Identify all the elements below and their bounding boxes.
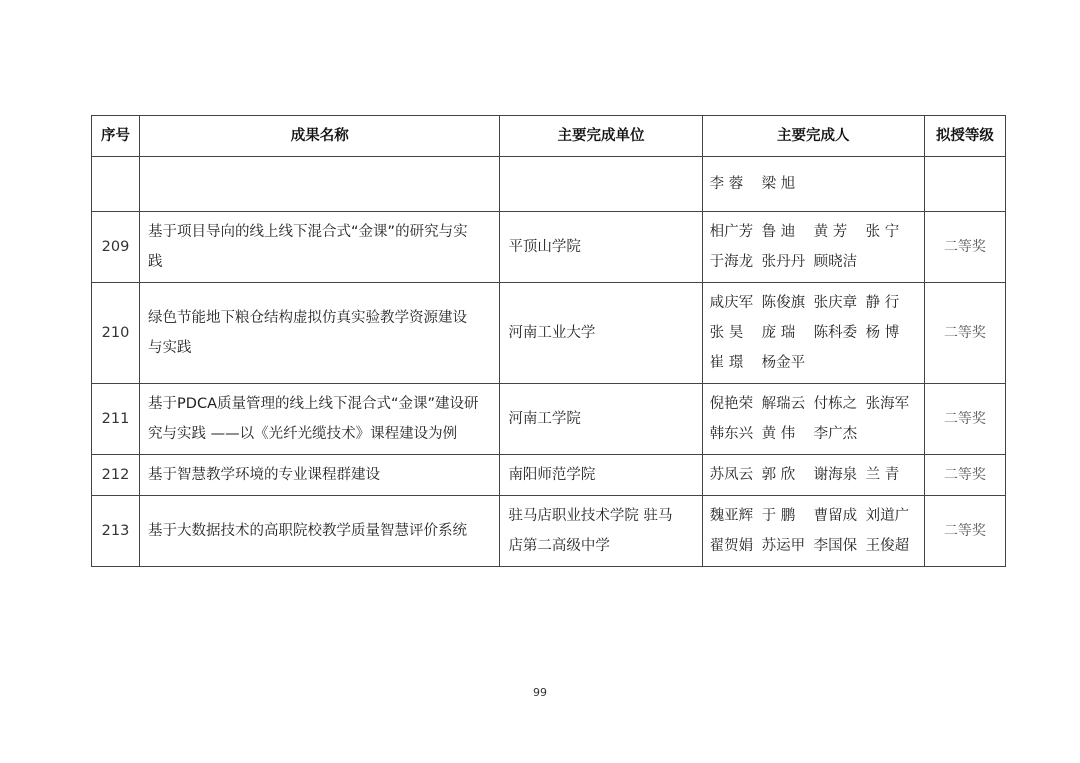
completing-people — [702, 212, 924, 283]
person-name: 李国保 — [813, 538, 858, 554]
completing-unit-line: 河南工业大学 — [508, 325, 596, 341]
table-row — [92, 283, 1006, 384]
person-name: 李 蓉 — [709, 176, 744, 192]
person-name: 付栋之 — [813, 396, 858, 412]
award-level — [924, 157, 1005, 212]
person-name: 苏运甲 — [761, 538, 806, 554]
person-name: 黄 芳 — [813, 224, 848, 240]
person-name: 张庆章 — [813, 295, 858, 311]
header-no: 序号 — [92, 116, 140, 157]
person-name: 静 行 — [865, 295, 900, 311]
award-level: 二等奖 — [924, 384, 1005, 455]
completing-people — [702, 283, 924, 384]
table-header-row — [92, 116, 1006, 157]
person-name: 郭 欣 — [761, 467, 796, 483]
person-name: 张丹丹 — [761, 254, 806, 270]
completing-unit — [500, 212, 702, 283]
completing-unit — [500, 496, 702, 567]
person-name: 翟贺娟 — [709, 538, 754, 554]
people-line — [710, 212, 917, 252]
person-name: 鲁 迪 — [761, 224, 796, 240]
person-name: 张 昊 — [709, 325, 744, 341]
person-name: 李广杰 — [813, 426, 858, 442]
person-name: 梁 旭 — [761, 176, 796, 192]
award-level: 二等奖 — [924, 455, 1005, 496]
completing-people — [702, 157, 924, 212]
header-title: 成果名称 — [140, 116, 500, 157]
achievement-title — [140, 212, 500, 283]
person-name: 倪艳荣 — [709, 396, 754, 412]
person-name: 王俊超 — [865, 538, 910, 554]
row-number: 211 — [92, 384, 140, 455]
table-row — [92, 455, 1006, 496]
person-name: 张 宁 — [865, 224, 900, 240]
people-line — [710, 353, 917, 383]
table-row — [92, 384, 1006, 455]
achievement-title — [140, 283, 500, 384]
person-name: 张海军 — [865, 396, 910, 412]
person-name: 解瑞云 — [761, 396, 806, 412]
completing-unit — [500, 455, 702, 496]
person-name: 顾晓洁 — [813, 254, 858, 270]
person-name: 黄 伟 — [761, 426, 796, 442]
page-number: 99 — [533, 686, 547, 699]
row-number: 213 — [92, 496, 140, 567]
person-name: 庞 瑞 — [761, 325, 796, 341]
achievement-title — [140, 496, 500, 567]
person-name: 咸庆军 — [709, 295, 754, 311]
person-name: 谢海泉 — [813, 467, 858, 483]
person-name: 苏凤云 — [709, 467, 754, 483]
completing-unit — [500, 283, 702, 384]
row-number: 210 — [92, 283, 140, 384]
achievement-title — [140, 157, 500, 212]
award-level: 二等奖 — [924, 496, 1005, 567]
completing-unit — [500, 384, 702, 455]
achievement-title — [140, 455, 500, 496]
people-line — [710, 536, 917, 566]
people-line — [710, 252, 917, 282]
person-name: 陈俊旗 — [761, 295, 806, 311]
person-name: 魏亚辉 — [709, 508, 754, 524]
completing-people — [702, 496, 924, 567]
person-name: 于海龙 — [709, 254, 754, 270]
people-line — [710, 384, 917, 424]
award-level: 二等奖 — [924, 283, 1005, 384]
header-unit: 主要完成单位 — [500, 116, 702, 157]
table-row — [92, 496, 1006, 567]
achievement-title-line: 基于项目导向的线上线下混合式“金课”的研究与实 — [148, 224, 468, 240]
achievement-title-line: 绿色节能地下粮仓结构虚拟仿真实验教学资源建设 — [148, 310, 468, 326]
table-row — [92, 212, 1006, 283]
people-line — [710, 424, 917, 454]
achievement-title-line: 基于PDCA质量管理的线上线下混合式“金课”建设研 — [148, 396, 479, 412]
header-people: 主要完成人 — [702, 116, 924, 157]
person-name: 陈科委 — [813, 325, 858, 341]
row-number: 209 — [92, 212, 140, 283]
completing-unit-line: 店第二高级中学 — [508, 538, 610, 554]
achievement-title-line: 基于大数据技术的高职院校教学质量智慧评价系统 — [148, 523, 468, 539]
person-name: 刘道广 — [865, 508, 910, 524]
person-name: 于 鹏 — [761, 508, 796, 524]
completing-unit-line: 南阳师范学院 — [508, 467, 596, 483]
person-name: 兰 青 — [865, 467, 900, 483]
person-name: 崔 璟 — [709, 355, 744, 371]
people-line — [710, 323, 917, 353]
people-line — [710, 496, 917, 536]
row-number: 212 — [92, 455, 140, 496]
completing-unit-line: 河南工学院 — [508, 411, 581, 427]
row-number — [92, 157, 140, 212]
table-row — [92, 157, 1006, 212]
completing-unit-line: 驻马店职业技术学院 驻马 — [508, 508, 673, 524]
achievement-title-line: 究与实践 ——以《光纤光缆技术》课程建设为例 — [148, 426, 458, 442]
completing-people — [702, 384, 924, 455]
award-level: 二等奖 — [924, 212, 1005, 283]
achievement-title-line: 践 — [148, 254, 163, 270]
person-name: 曹留成 — [813, 508, 858, 524]
person-name: 相广芳 — [709, 224, 754, 240]
achievement-title-line: 与实践 — [148, 340, 192, 356]
completing-people — [702, 455, 924, 496]
table-body — [92, 157, 1006, 567]
person-name: 杨金平 — [761, 355, 806, 371]
person-name: 杨 博 — [865, 325, 900, 341]
achievement-title-line: 基于智慧教学环境的专业课程群建设 — [148, 467, 381, 483]
header-level: 拟授等级 — [924, 116, 1005, 157]
awards-table — [91, 115, 1006, 567]
people-line — [710, 455, 917, 495]
completing-unit-line: 平顶山学院 — [508, 239, 581, 255]
people-line — [710, 283, 917, 323]
person-name: 韩东兴 — [709, 426, 754, 442]
people-line — [710, 164, 917, 204]
achievement-title — [140, 384, 500, 455]
completing-unit — [500, 157, 702, 212]
